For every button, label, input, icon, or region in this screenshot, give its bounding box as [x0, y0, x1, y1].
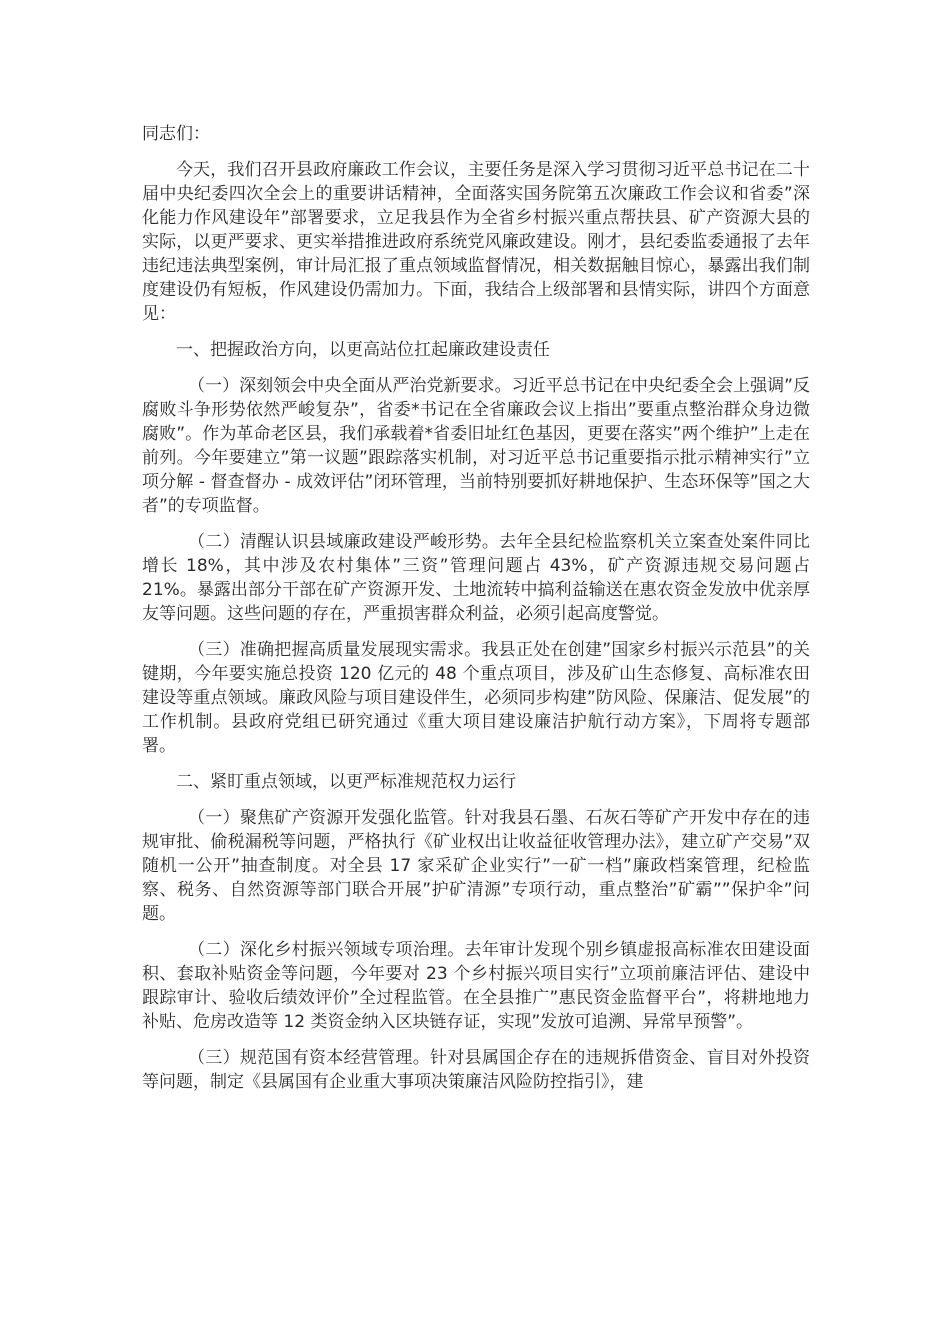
- section-heading-1: 一、把握政治方向，以更高站位扛起廉政建设责任: [176, 340, 550, 360]
- document-page: [142, 122, 810, 1106]
- subsection-1-2: （二）清醒认识县域廉政建设严峻形势。去年全县纪检监察机关立案查处案件同比增长 18%，其中涉及农村集体”三资”管理问题占 43%，矿产资源违规交易问题占 21%。暴露出部分干部在矿产资源开发、土地流转中搞利益输送在惠农资金发放中优亲厚友等问题。这些问题的存在，严重损害群众利益，必须引起高度警觉。: [142, 532, 810, 624]
- subsection-1-3: （三）准确把握高质量发展现实需求。我县正处在创建”国家乡村振兴示范县”的关键期，今年要实施总投资 120 亿元的 48 个重点项目，涉及矿山生态修复、高标准农田建设等重点领域。廉政风险与项目建设伴生，必须同步构建”防风险、保廉洁、促发展”的工作机制。县政府党组已研究通过《重大项目建设廉洁护航行动方案》，下周将专题部署。: [142, 640, 810, 756]
- section-heading-2: 二、紧盯重点领域，以更严标准规范权力运行: [176, 772, 516, 792]
- salutation: 同志们：: [142, 124, 210, 144]
- subsection-1-1: （一）深刻领会中央全面从严治党新要求。习近平总书记在中央纪委全会上强调”反腐败斗争形势依然严峻复杂”，省委*书记在全省廉政会议上指出”要重点整治群众身边微腐败”。作为革命老区县，我们承载着*省委旧址红色基因，更要在落实”两个维护”上走在前列。今年要建立”第一议题”跟踪落实机制，对习近平总书记重要指示批示精神实行”立项分解 - 督查督办 - 成效评估”闭环管理，当前特别要抓好耕地保护、生态环保等”国之大者”的专项监督。: [142, 376, 810, 516]
- intro-paragraph: 今天，我们召开县政府廉政工作会议，主要任务是深入学习贯彻习近平总书记在二十届中央纪委四次全会上的重要讲话精神，全面落实国务院第五次廉政工作会议和省委”深化能力作风建设年”部署要求，立足我县作为全省乡村振兴重点帮扶县、矿产资源大县的实际，以更严要求、更实举措推进政府系统党风廉政建设。刚才，县纪委监委通报了去年违纪违法典型案例，审计局汇报了重点领域监督情况，相关数据触目惊心，暴露出我们制度建设仍有短板，作风建设仍需加力。下面，我结合上级部署和县情实际，讲四个方面意见：: [142, 160, 810, 324]
- subsection-2-2: （二）深化乡村振兴领域专项治理。去年审计发现个别乡镇虚报高标准农田建设面积、套取补贴资金等问题，今年要对 23 个乡村振兴项目实行”立项前廉洁评估、建设中跟踪审计、验收后绩效评价”全过程监管。在全县推广”惠民资金监督平台”，将耕地地力补贴、危房改造等 12 类资金纳入区块链存证，实现”发放可追溯、异常早预警”。: [142, 940, 810, 1032]
- subsection-2-3: （三）规范国有资本经营管理。针对县属国企存在的违规拆借资金、盲目对外投资等问题，制定《县属国有企业重大事项决策廉洁风险防控指引》，建: [142, 1048, 810, 1092]
- subsection-2-1: （一）聚焦矿产资源开发强化监管。针对我县石墨、石灰石等矿产开发中存在的违规审批、偷税漏税等问题，严格执行《矿业权出让收益征收管理办法》，建立矿产交易”双随机一公开”抽查制度。对全县 17 家采矿企业实行”一矿一档”廉政档案管理，纪检监察、税务、自然资源等部门联合开展”护矿清源”专项行动，重点整治”矿霸””保护伞”问题。: [142, 808, 810, 924]
